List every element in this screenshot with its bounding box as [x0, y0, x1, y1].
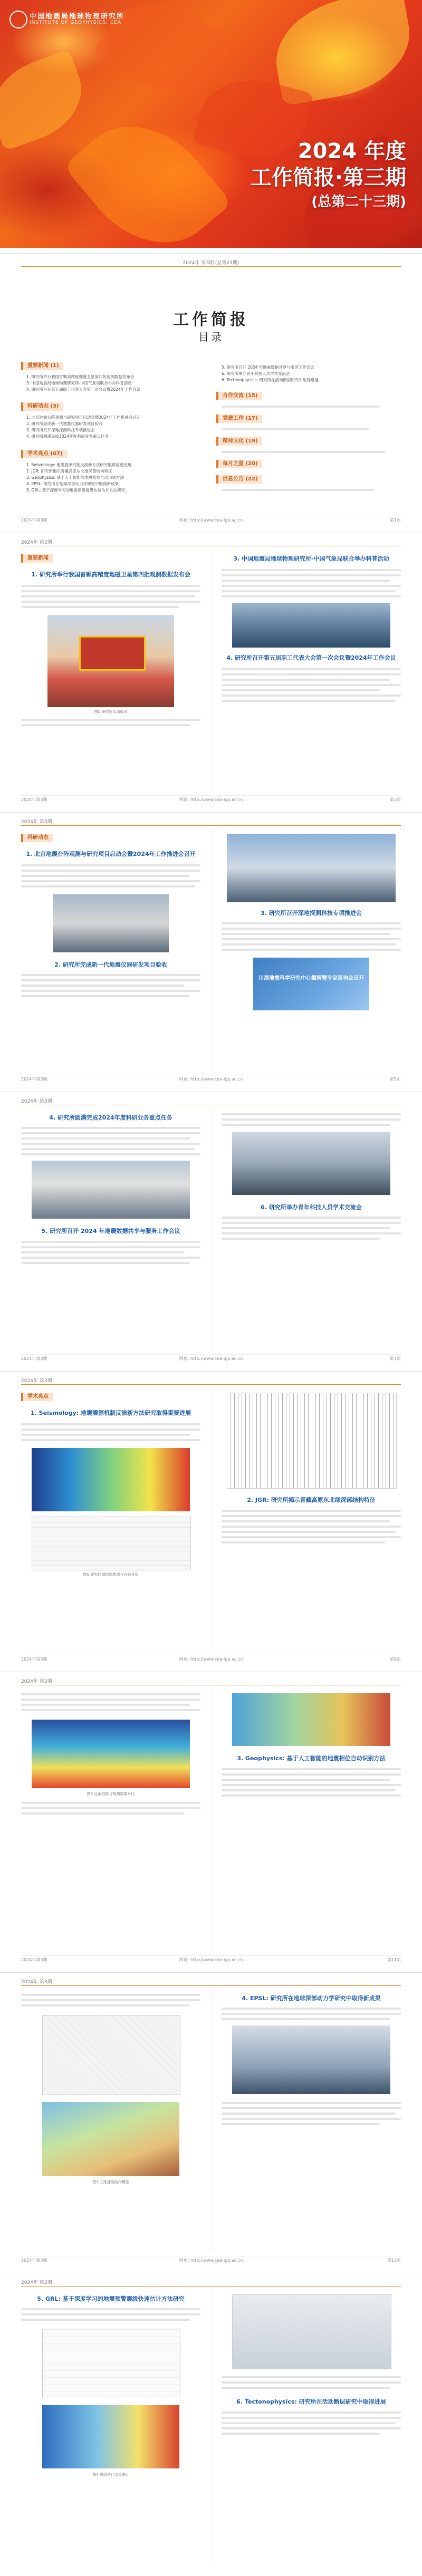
header-text: 2024年 第3期: [21, 1378, 52, 1384]
cover-title: 工作简报·第三期: [250, 166, 406, 190]
text-line: [21, 595, 195, 597]
text-line: [222, 1768, 401, 1770]
text-line: [222, 1531, 396, 1533]
toc-entry-placeholder: [222, 451, 385, 453]
page-header: [21, 2279, 401, 2286]
text-line: [21, 1429, 200, 1431]
figure-heatmap: [42, 2405, 179, 2468]
figure-chart: [42, 2329, 180, 2398]
toc-entry[interactable]: 3. Geophysics: 基于人工智能的地震相位自动识别方法: [26, 475, 124, 480]
text-line: [222, 922, 401, 924]
text-line: [222, 2123, 380, 2125]
award-board: [79, 636, 146, 671]
toc-section-party[interactable]: 党建工作 (17): [216, 414, 262, 423]
spread-research: [0, 812, 422, 1087]
section-tag: 科研动态: [21, 834, 53, 842]
text-line: [222, 1789, 396, 1791]
text-line: [222, 2433, 380, 2435]
footer-issue: 2024年第3期: [21, 1077, 47, 1082]
text-line: [222, 574, 401, 576]
column-divider: [211, 2289, 212, 2563]
text-line: [21, 985, 185, 987]
toc-entry[interactable]: 1. 北京地震台阵观测与研究项目启动会暨2024年工作推进会召开: [26, 415, 141, 420]
page-footer: [21, 1955, 401, 1963]
page-header: [21, 1677, 401, 1685]
text-line: [21, 870, 200, 872]
text-line: [222, 2107, 401, 2109]
spread-academic-2: [0, 1672, 422, 1967]
logo-icon: [9, 11, 27, 28]
figure-heatmap: [32, 1448, 190, 1511]
text-line: [222, 2013, 401, 2015]
text-line: [222, 2422, 396, 2424]
text-line: [21, 1153, 200, 1155]
text-line: [222, 1541, 385, 1543]
toc-entry[interactable]: 4. 研究所圆满完成2024年度科研业务重点任务: [26, 434, 109, 439]
article-title: 4. 研究所圆满完成2024年度科研业务重点任务: [49, 1114, 172, 1121]
column-divider: [211, 1108, 212, 1350]
footer-page: 第1页: [389, 518, 401, 523]
text-line: [222, 933, 390, 935]
org-name-en: INSTITUTE OF GEOPHYSICS, CEA: [30, 20, 122, 25]
text-line: [222, 1784, 401, 1786]
header-text: 2024年 第3期 (总第23期): [183, 261, 239, 266]
text-line: [222, 2102, 401, 2104]
figure-waveform: [32, 1517, 191, 1570]
text-line: [222, 949, 401, 951]
text-line: [21, 885, 195, 887]
text-line: [222, 1124, 390, 1126]
footer-page: 第7页: [389, 1356, 401, 1361]
photo-caption: 图1 研究所活动现场: [94, 710, 128, 714]
group-photo: [232, 603, 390, 648]
text-line: [21, 2308, 200, 2310]
article-title: 2. JGR: 研究所揭示青藏高原东北缘深部结构特征: [247, 1497, 376, 1503]
toc-entry[interactable]: 2. 研究所完成新一代地震仪器研发项目验收: [26, 421, 103, 426]
toc-entry[interactable]: 2. JGR: 研究所揭示青藏高原东北缘深部结构特征: [26, 469, 112, 474]
text-line: [21, 585, 200, 587]
footer-page: 第9页: [389, 1657, 401, 1662]
text-line: [222, 694, 401, 697]
org-name-cn: 中国地震局地球物理研究所: [30, 13, 125, 21]
text-line: [222, 684, 401, 686]
text-line: [21, 1434, 190, 1436]
article-title: 4. 研究所召开第五届职工代表大会第一次会议暨2024年工作会议: [226, 654, 396, 661]
footer-url[interactable]: 网址: http://www.cea-igp.ac.cn: [179, 1077, 243, 1082]
text-line: [222, 1118, 401, 1121]
toc-entry[interactable]: 3. 研究所召开深地探测科技专项推进会: [26, 428, 95, 432]
text-line: [21, 979, 200, 981]
figure-plot: [42, 2015, 180, 2095]
page-header: [21, 1377, 401, 1385]
toc-section-culture[interactable]: 精神文化 (19): [216, 437, 262, 446]
text-line: [222, 580, 390, 582]
cover-subtitle: (总第二十三期): [311, 194, 406, 210]
cover-year: 2024 年度: [298, 139, 406, 163]
footer-url[interactable]: 网址: http://www.cea-igp.ac.cn: [179, 1957, 243, 1962]
toc-page: [0, 253, 422, 528]
figure-caption: 图3 三维速度结构模型: [92, 2180, 129, 2184]
toc-subtitle: 目录: [198, 331, 224, 343]
text-line: [222, 2411, 401, 2414]
footer-issue: 2024年第3期: [21, 1957, 47, 1962]
footer-page: 第3页: [389, 797, 401, 802]
text-line: [222, 673, 401, 676]
toc-title: 工作简报: [173, 311, 249, 329]
text-line: [222, 595, 401, 597]
page-footer: [21, 516, 401, 524]
text-line: [21, 1241, 200, 1243]
text-line: [21, 1251, 185, 1253]
header-text: 2024年 第3期: [21, 1980, 52, 1985]
figure-caption: 图2 反演结果与观测数据对比: [87, 1792, 135, 1796]
page-header: [21, 818, 401, 826]
article-title: 3. 研究所召开深地探测科技专项推进会: [261, 910, 362, 916]
footer-url[interactable]: 网址: http://www.cea-igp.ac.cn: [179, 1657, 243, 1662]
footer-issue: 2024年第3期: [21, 518, 47, 523]
text-line: [21, 606, 179, 608]
article-title: 5. GRL: 基于深度学习的地震预警震级快速估计方法研究: [37, 2295, 185, 2302]
text-line: [222, 1536, 401, 1538]
text-line: [21, 1148, 195, 1150]
text-line: [222, 2008, 401, 2010]
text-line: [222, 668, 401, 670]
text-line: [21, 1699, 200, 1701]
text-line: [222, 1515, 401, 1517]
event-photo: [227, 834, 396, 902]
figure-caption: 图4 震级估计结果统计: [92, 2473, 129, 2477]
text-line: [21, 1257, 200, 1259]
text-line: [222, 2387, 390, 2389]
text-line: [222, 1113, 401, 1115]
text-line: [21, 1802, 200, 1804]
toc-entry[interactable]: 5. 研究所召开 2024 年地震数据共享与服务工作会议: [222, 365, 314, 370]
text-line: [21, 1127, 200, 1129]
text-line: [222, 943, 396, 946]
text-line: [222, 1217, 401, 1219]
text-line: [222, 928, 401, 930]
text-line: [222, 1773, 401, 1776]
figure-map: [32, 1720, 190, 1788]
meeting-photo: [53, 894, 169, 952]
column-divider: [211, 1387, 212, 1651]
spread-academic: [0, 1371, 422, 1667]
text-line: [222, 1794, 401, 1797]
footer-issue: 2024年第3期: [21, 2258, 47, 2263]
cover-page: [0, 0, 422, 248]
article-title: 3. 中国地震局地球物理研究所-中国气象局联合举办科普活动: [233, 555, 389, 562]
text-line: [21, 1423, 200, 1425]
text-line: [222, 585, 401, 587]
text-line: [21, 1439, 200, 1441]
page-footer: [21, 1354, 401, 1362]
text-line: [222, 2427, 401, 2429]
toc-entry[interactable]: 5. GRL: 基于深度学习的地震预警震级快速估计方法研究: [26, 488, 126, 493]
toc-entry[interactable]: 6. 研究所举办青年科技人员学术交流会: [222, 371, 290, 376]
column-divider: [211, 1989, 212, 2252]
text-line: [21, 1807, 200, 1809]
figure-seismogram: [227, 1393, 397, 1489]
figure-caption: 图1 研究区域地质构造与台站分布: [83, 1572, 139, 1577]
text-line: [222, 2417, 401, 2419]
page-header: [21, 259, 401, 267]
article-title: 5. 研究所召开 2024 年地震数据共享与服务工作会议: [41, 1228, 180, 1234]
meeting-photo: [232, 1132, 390, 1195]
figure-table: [232, 2294, 391, 2369]
figure-image: [232, 2025, 390, 2094]
page-footer: [21, 795, 401, 803]
figure-3d-model: [42, 2102, 179, 2176]
text-line: [21, 601, 200, 603]
article-title: 2. 研究所完成新一代地震仪器研发项目验收: [54, 961, 167, 968]
text-line: [21, 1132, 200, 1134]
spread-research-2: [0, 1092, 422, 1366]
toc-entry[interactable]: 6. Tectonophysics: 研究所在活动断层研究中取得进展: [222, 378, 319, 382]
page-footer: [21, 1075, 401, 1083]
text-line: [21, 1812, 185, 1815]
header-text: 2024年 第3期: [21, 540, 52, 545]
toc-entry-placeholder: [222, 406, 380, 408]
text-line: [21, 1994, 200, 1996]
text-line: [21, 875, 190, 877]
footer-url[interactable]: 网址: http://www.cea-igp.ac.cn: [179, 797, 243, 802]
text-line: [21, 2313, 200, 2315]
spread-important-news: [0, 533, 422, 807]
text-line: [222, 1526, 401, 1528]
toc-section-monthly[interactable]: 每月之星 (20): [216, 460, 262, 468]
text-line: [222, 1520, 390, 1522]
header-text: 2024年 第3期: [21, 819, 52, 825]
leaf-decoration: [0, 49, 94, 151]
text-line: [21, 590, 200, 592]
page-header: [21, 1978, 401, 1986]
text-line: [222, 679, 390, 681]
text-line: [222, 2018, 390, 2020]
text-line: [21, 864, 200, 866]
article-title: 1. Seismology: 地震震源机制反演新方法研究取得重要进展: [31, 1410, 191, 1416]
text-line: [222, 1779, 390, 1781]
column-divider: [211, 1688, 212, 1952]
toc-section-notice[interactable]: 信息公告 (22): [216, 475, 262, 484]
figure-model: [232, 1693, 390, 1746]
text-line: [222, 1510, 401, 1512]
text-line: [21, 1137, 190, 1140]
footer-page: 第13页: [387, 2258, 401, 2263]
text-line: [222, 1238, 380, 1240]
text-line: [222, 1227, 390, 1229]
text-line: [222, 569, 401, 571]
page-header: [21, 538, 401, 546]
text-line: [222, 689, 380, 691]
text-line: [222, 700, 396, 702]
text-line: [21, 1709, 200, 1711]
footer-page: 第11页: [387, 1957, 401, 1962]
spread-academic-4: [0, 2273, 422, 2576]
banner-photo: [253, 958, 369, 1010]
article-title: 1. 北京地震台阵观测与研究项目启动会暨2024年工作推进会召开: [26, 851, 196, 857]
toc-entry-placeholder: [222, 428, 369, 430]
text-line: [21, 2319, 190, 2321]
text-line: [222, 2381, 401, 2384]
toc-entry[interactable]: 1. Seismology: 地震震源机制反演新方法研究取得重要进展: [26, 462, 132, 467]
section-tag: 重要新闻: [21, 554, 53, 563]
article-title: 6. 研究所举办青年科技人员学术交流会: [261, 1204, 362, 1211]
text-line: [21, 1704, 190, 1706]
footer-url[interactable]: 网址: http://www.cea-igp.ac.cn: [179, 518, 243, 523]
text-line: [21, 1693, 200, 1695]
text-line: [21, 1143, 200, 1145]
toc-section-research[interactable]: 科研动态 (3): [21, 402, 63, 411]
footer-issue: 2024年第3期: [21, 1356, 47, 1361]
text-line: [21, 719, 200, 721]
text-line: [222, 938, 401, 940]
text-line: [21, 1246, 200, 1248]
toc-entry[interactable]: 4. EPSL: 研究所在地球深部动力学研究中取得新成果: [26, 481, 119, 486]
banner-text: 川滇地震科学研究中心揭牌暨专家咨询会召开: [258, 976, 364, 981]
text-line: [21, 990, 200, 992]
article-title: 4. EPSL: 研究所在地球深部动力学研究中取得新成果: [242, 1995, 381, 2002]
text-line: [222, 1232, 401, 1234]
text-line: [21, 995, 190, 997]
toc-section-cooperation[interactable]: 合作交流 (15): [216, 392, 262, 400]
text-line: [21, 724, 190, 726]
text-line: [222, 2118, 401, 2120]
toc-entry[interactable]: 4. 研究所召开第五届职工代表大会第一次会议暨2024年工作会议: [26, 387, 141, 392]
footer-page: 第5页: [389, 1077, 401, 1082]
footer-url[interactable]: 网址: http://www.cea-igp.ac.cn: [179, 1356, 243, 1361]
page-header: [21, 1097, 401, 1105]
page-footer: [21, 2256, 401, 2264]
page-footer: [21, 1655, 401, 1663]
header-text: 2024年 第3期: [21, 1679, 52, 1684]
article-title: 3. Geophysics: 基于人工智能的地震相位自动识别方法: [237, 1755, 386, 1762]
text-line: [21, 1999, 200, 2001]
toc-entry[interactable]: 1. 研究所举行我国首颗高精度地磁卫星第四批观测数据发布会: [26, 374, 135, 379]
text-line: [222, 1222, 401, 1224]
text-line: [21, 974, 200, 976]
toc-entry-placeholder: [222, 489, 375, 491]
footer-url[interactable]: 网址: http://www.cea-igp.ac.cn: [179, 2258, 243, 2263]
text-line: [222, 2376, 401, 2378]
text-line: [222, 2112, 396, 2115]
text-line: [21, 2004, 190, 2006]
spread-academic-3: [0, 1972, 422, 2268]
article-title: 1. 研究所举行我国首颗高精度地磁卫星第四批观测数据发布会: [31, 571, 190, 578]
event-photo: [47, 615, 174, 707]
footer-issue: 2024年第3期: [21, 1657, 47, 1662]
toc-entry[interactable]: 3. 中国地震局地球物理研究所-中国气象局联合举办科普活动: [26, 381, 132, 385]
text-line: [21, 880, 200, 882]
article-title: 6. Tectonophysics: 研究所在活动断层研究中取得进展: [236, 2398, 386, 2405]
column-divider: [211, 549, 212, 792]
toc-section-academic[interactable]: 学术亮点 (07): [21, 450, 67, 458]
section-tag: 学术亮点: [21, 1393, 53, 1401]
text-line: [222, 590, 396, 592]
header-text: 2024年 第3期: [21, 2280, 52, 2285]
footer-issue: 2024年第3期: [21, 797, 47, 802]
group-photo: [32, 1161, 190, 1219]
column-divider: [211, 828, 212, 1071]
text-line: [21, 1262, 190, 1264]
toc-section-important[interactable]: 重要新闻 (1): [21, 362, 63, 370]
header-text: 2024年 第3期: [21, 1099, 52, 1104]
